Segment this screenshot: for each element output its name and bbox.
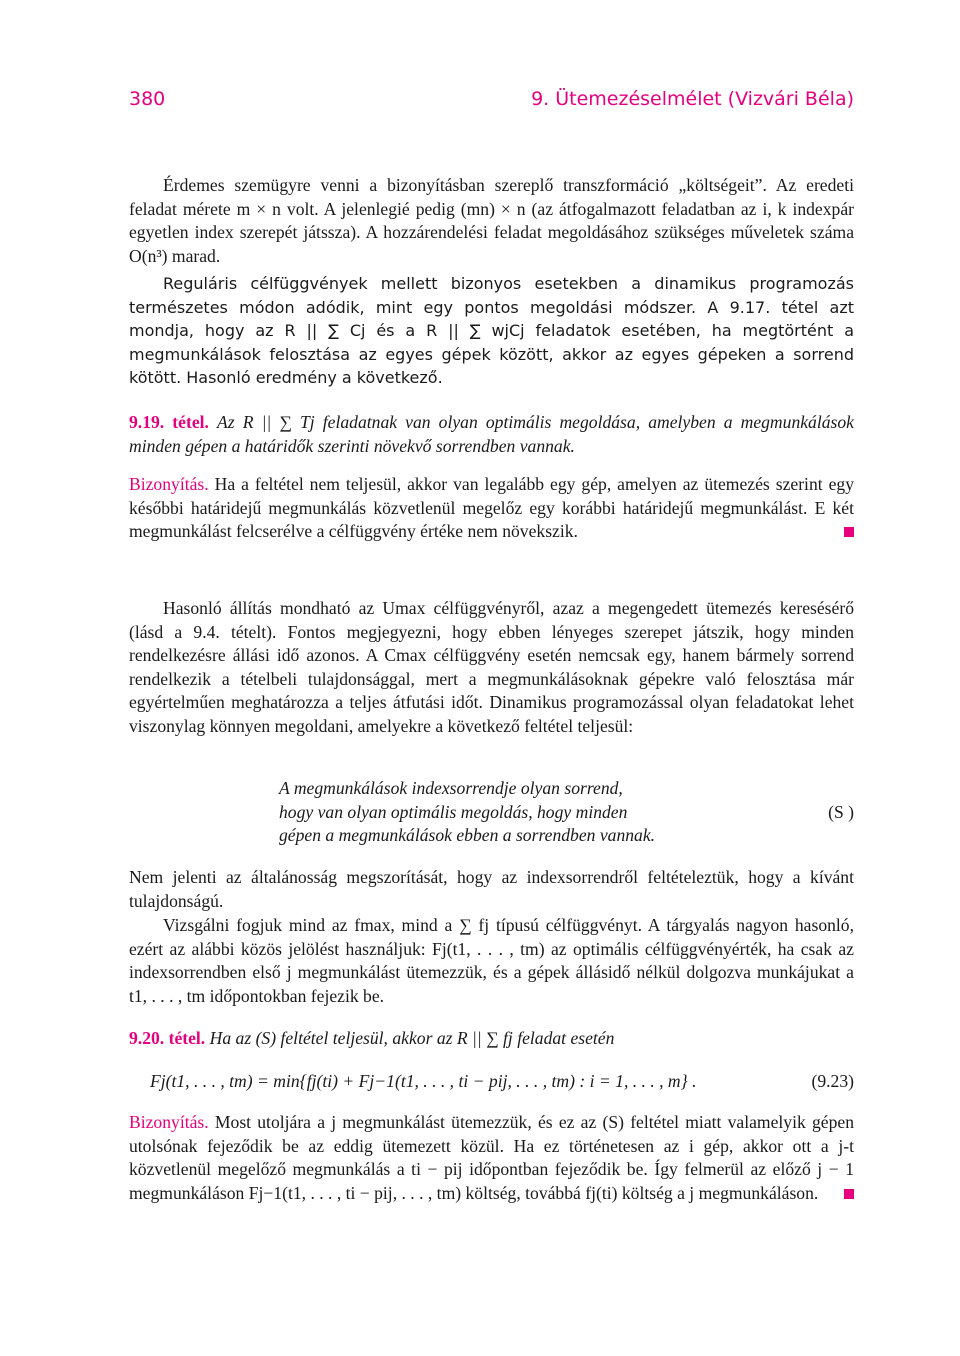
paragraph-3: Hasonló állítás mondható az Umax célfüggvényről, azaz a megengedett ütemezés keresésérő (lásd a 9.4. tételt). Fontos megjegyezni, hogy ebben lényeges szerepet játszik, hogy minden rendelkezésre állási idő azonos. A Cmax célfüggvény esetén nemcsak egy, hanem bármely sorrend rendelkezik a tételbeli tulajdonsággal, mert a megmunkálásoknak gépekre való felosztása már egyértelműen meghatározza a teljes átfutási időt. Dinamikus programozással olyan feladatokat lehet viszonylag könnyen megoldani, amelyekre a következő feltétel teljesül: [129,598,854,736]
equation-9-23 [150,1071,854,1092]
chapter-title: 9. Ütemezéselmélet (Vizvári Béla) [531,88,854,110]
condition-s [279,777,854,848]
theorem-9-20 [129,1027,854,1051]
theorem-text: Az R || ∑ Tj feladatnak van olyan optimális megoldása, amelyben a megmunkálások minden gépen a határidők szerinti növekvő sorrendben vannak. [129,412,854,456]
theorem-9-19 [129,411,854,458]
proof-label: Bizonyítás. [129,1112,209,1132]
paragraph-4: Nem jelenti az általánosság megszorítását, hogy az indexsorrendről feltételeztük, hogy a kívánt tulajdonságú. [129,867,854,911]
proof-2 [129,1111,854,1205]
proof-text: Most utoljára a j megmunkálást ütemezzük, és ez az (S) feltétel miatt valamelyik gépen utolsónak fejeződik be az eddig ütemezett közül. Ha ez történetesen az i gép, akkor ott a j-t közvetlenül megelőző megmunkálás a ti − pij időpontban fejeződik be. Így felmerül az előző j − 1 megmunkáláson Fj−1(t1, . . . , ti − pij, . . . , tm) költség, továbbá fj(ti) költség a j megmunkáláson. [129,1112,854,1203]
proof-text: Ha a feltétel nem teljesül, akkor van legalább egy gép, amelyen az ütemezés szerint egy későbbi határidejű megmunkálás közvetlenül megelőz egy korábbi határidejű megmunkálást. E két megmunkálást felcserélve a célfüggvény értéke nem növekszik. [129,474,854,542]
paragraph-1: Érdemes szemügyre venni a bizonyításban szereplő transzformáció „költségeit”. Az eredeti feladat mérete m × n volt. A jelenlegié pedig (mn) × n (az átfogalmazott feladatban az i, k indexpár egyetlen index szerepét játssza). A hozzárendelési feladat megoldásához szükséges műveletek száma O(n³) marad. [129,175,854,266]
paragraph-2: Reguláris célfüggvények mellett bizonyos esetekben a dinamikus programozás természetes módon adódik, mint egy pontos megoldási módszer. A 9.17. tétel azt mondja, hogy az R || ∑ Cj és a R || ∑ wjCj feladatok esetében, ha megtörtént a megmunkálások felosztása az egyes gépek között, akkor az egyes gépeken a sorrend kötött. Hasonló eredmény a következő. [129,274,854,388]
condition-line-1: A megmunkálások indexsorrendje olyan sorrend, [279,778,623,798]
qed-square-icon [844,527,854,537]
proof-1 [129,473,854,544]
equation-number: (9.23) [811,1071,854,1091]
page-number: 380 [129,88,166,110]
paragraph-5: Vizsgálni fogjuk mind az fmax, mind a ∑ fj típusú célfüggvényt. A tárgyalás nagyon hasonló, ezért az alábbi közös jelölést használjuk: Fj(t1, . . . , tm) az optimális célfüggvényérték, ha csak az indexsorrendben első j megmunkálást ütemezzük, és a gépek állásidő nélkül dolgozva munkájukat a t1, . . . , tm időpontokban fejezik be. [129,915,854,1006]
theorem-label: 9.20. tétel. [129,1028,206,1048]
condition-line-3: gépen a megmunkálások ebben a sorrendben vannak. [279,825,656,846]
theorem-text: Ha az (S) feltétel teljesül, akkor az R || ∑ fj feladat esetén [209,1028,615,1048]
theorem-label: 9.19. tétel. [129,412,209,432]
condition-tag: (S ) [828,801,854,822]
equation-body: Fj(t1, . . . , tm) = min{fj(ti) + Fj−1(t1, . . . , ti − pij, . . . , tm) : i = 1, . . . , m} . [150,1071,697,1091]
qed-square-icon [844,1189,854,1199]
proof-label: Bizonyítás. [129,474,209,494]
condition-line-2: hogy van olyan optimális megoldás, hogy minden [279,801,628,822]
